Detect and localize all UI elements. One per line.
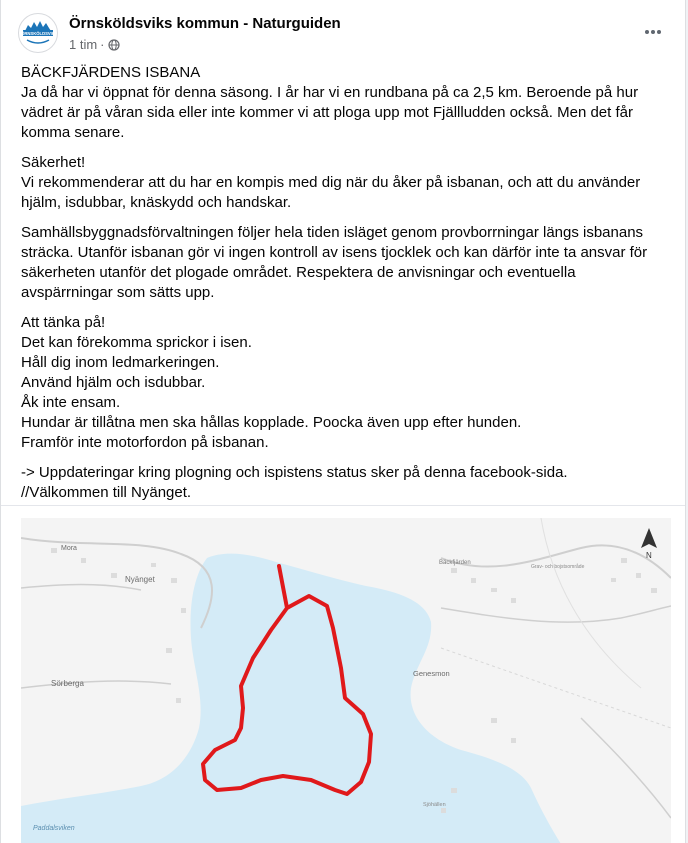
- map-label-mora: Mora: [61, 545, 77, 552]
- map-label-genesmon: Genesmon: [413, 669, 450, 678]
- post-image-container[interactable]: [1, 505, 686, 843]
- tip-item: Det kan förekomma sprickor i isen.: [21, 334, 252, 351]
- paragraph-safety: [21, 153, 671, 213]
- paragraph-updates: [21, 463, 671, 503]
- map-label-sjohallen: Sjöhällen: [423, 802, 446, 808]
- paragraph-intro: [21, 63, 671, 143]
- post-header: [1, 0, 685, 62]
- map-label-nyanget: Nyänget: [125, 575, 155, 584]
- welcome-text: //Välkommen till Nyänget.: [21, 484, 192, 501]
- map-label-backfjarden: Bäckfjärden: [439, 560, 471, 566]
- post-text: [21, 63, 671, 513]
- avatar-text: ÖRNSKÖLDSVIK: [21, 31, 55, 36]
- tip-item: Håll dig inom ledmarkeringen.: [21, 354, 220, 371]
- post-title: BÄCKFJÄRDENS ISBANA: [21, 64, 201, 81]
- map-svg: [21, 518, 671, 843]
- more-options-icon: [644, 29, 662, 35]
- updates-text: -> Uppdateringar kring plogning och ispistens status sker på denna facebook-sida.: [21, 464, 568, 481]
- map-label-sorberga: Sörberga: [51, 679, 84, 688]
- paragraph-tips: [21, 313, 671, 453]
- safety-heading: Säkerhet!: [21, 154, 86, 171]
- tip-item: Framför inte motorfordon på isbanan.: [21, 434, 269, 451]
- timestamp[interactable]: 1 tim: [69, 37, 98, 52]
- tip-item: Hundar är tillåtna men ska hållas kopplade. Poocka även upp efter hunden.: [21, 414, 522, 431]
- intro-text: Ja då har vi öppnat för denna säsong. I år har vi en rundbana på ca 2,5 km. Beroende på hur vädret är på våran sida eller inte kommer vi att ploga upp mot Fjällludden också. Men det får komma senare.: [21, 84, 639, 141]
- paragraph-monitoring: [21, 223, 671, 303]
- page-name[interactable]: Örnsköldsviks kommun - Naturguiden: [69, 15, 341, 32]
- globe-icon[interactable]: [108, 39, 120, 51]
- north-label: N: [646, 551, 652, 560]
- more-options-button[interactable]: [639, 18, 667, 46]
- map-label-grav: Grav- och bojstsområde: [531, 564, 585, 570]
- map-label-paddalsviken: Paddalsviken: [33, 825, 75, 832]
- post-meta: [69, 37, 120, 52]
- tips-heading: Att tänka på!: [21, 314, 106, 331]
- avatar[interactable]: [18, 13, 58, 53]
- tip-item: Åk inte ensam.: [21, 394, 121, 411]
- safety-text: Vi rekommenderar att du har en kompis med dig när du åker på isbanan, och att du använder hjälm, isdubbar, knäskydd och handskar.: [21, 174, 641, 211]
- municipality-logo: [19, 14, 57, 52]
- ice-track-map[interactable]: [21, 518, 671, 843]
- tip-item: Använd hjälm och isdubbar.: [21, 374, 206, 391]
- separator-dot: ·: [100, 37, 105, 52]
- monitoring-text: Samhällsbyggnadsförvaltningen följer hela tiden isläget genom provborrningar längs isbanans sträcka. Utanför isbanan gör vi ingen kontroll av isens tjocklek och kan därför inte ta ansvar för säkerheten utanför det plogade området. Respektera de anvisningar och eventuella avspärrningar som sätts upp.: [21, 224, 648, 301]
